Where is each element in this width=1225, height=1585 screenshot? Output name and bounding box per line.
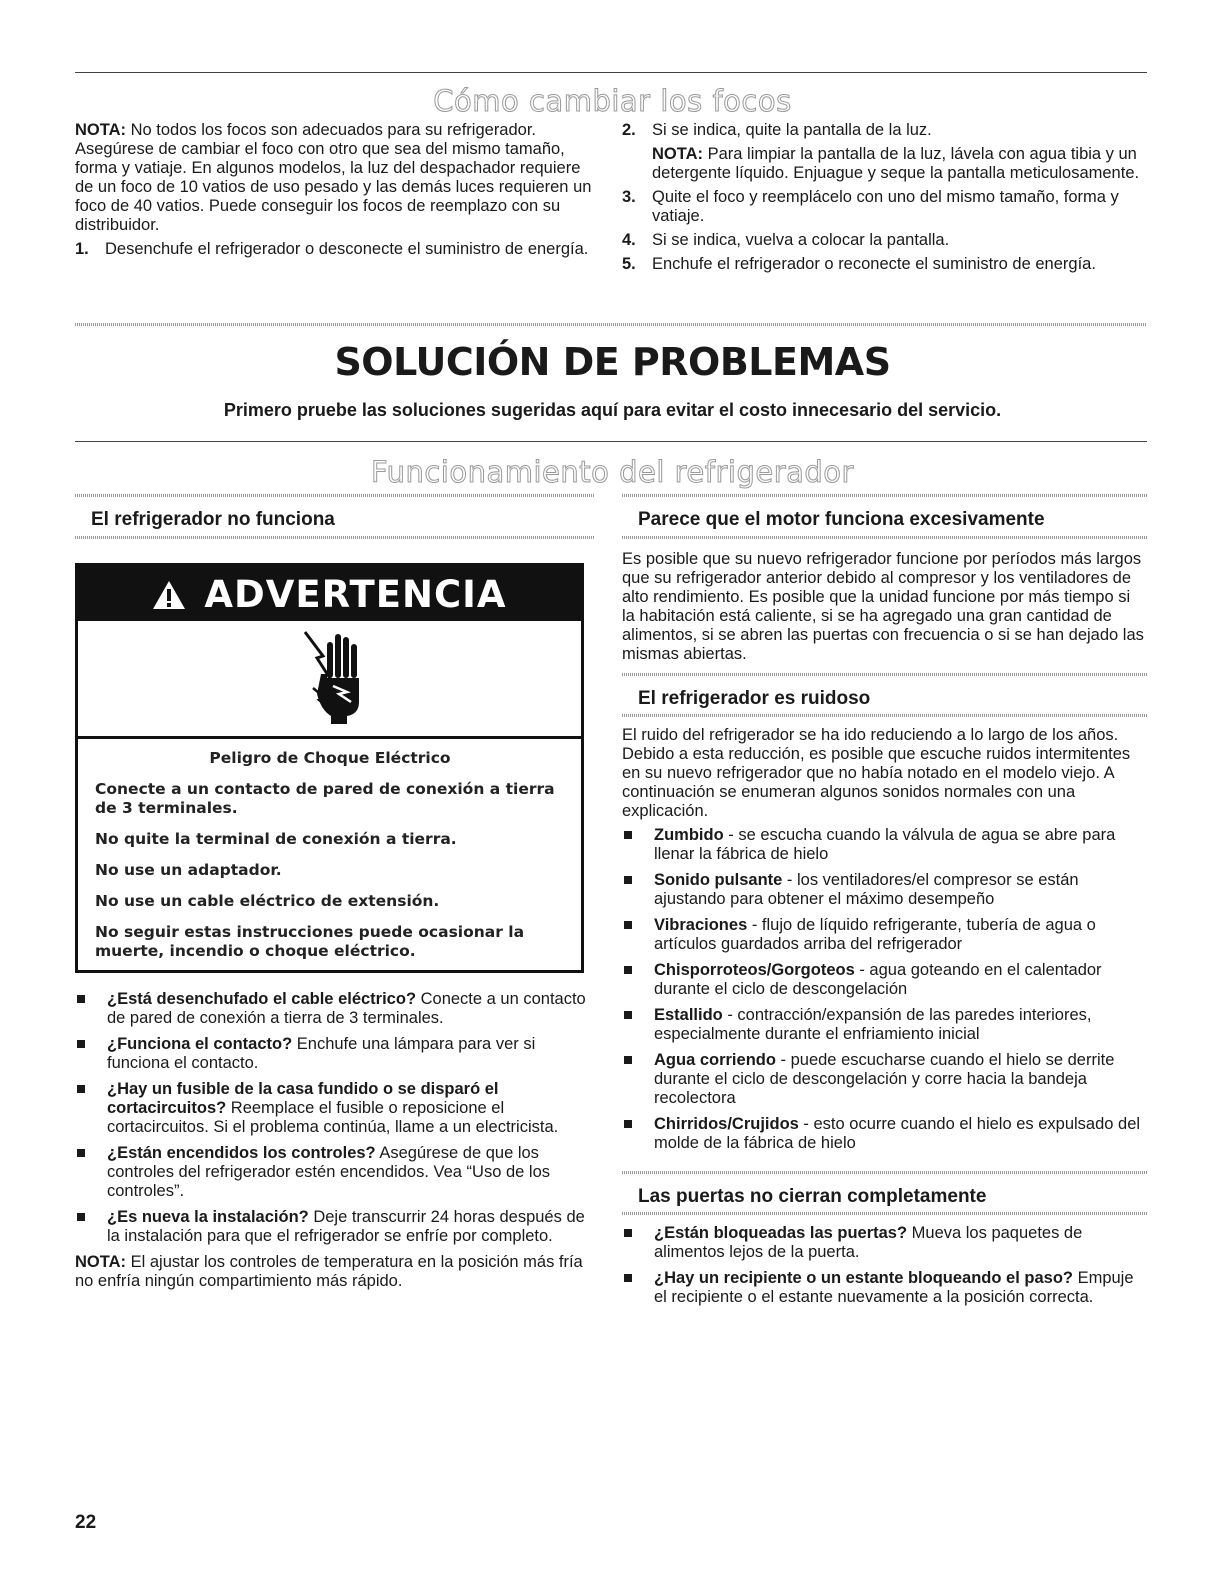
bullet-icon (622, 1051, 654, 1108)
bulb-step-3 (622, 188, 1147, 226)
bullet-icon (622, 826, 654, 864)
item-desc: - flujo de líquido refrigerante, tubería de agua o artículos guardados arriba del refrigerador (654, 916, 1096, 953)
list-item (622, 1006, 1147, 1044)
note-label: NOTA: (652, 145, 704, 163)
list-item (75, 1208, 590, 1246)
item-answer: Mueva los paquetes de alimentos lejos de la puerta. (654, 1224, 1083, 1261)
noisy-content (622, 726, 1147, 1160)
hatch-right-4 (622, 714, 1147, 717)
list-item (75, 1080, 590, 1137)
item-question: ¿Están bloqueadas las puertas? (654, 1224, 908, 1242)
top-rule (75, 72, 1147, 73)
warning-line: No seguir estas instrucciones puede ocasionar la muerte, incendio o choque eléctrico. (95, 923, 525, 960)
bulb-note (75, 121, 595, 235)
list-item (622, 1115, 1147, 1153)
step-number: 1. (75, 240, 89, 258)
item-question: ¿Está desenchufado el cable eléctrico? (107, 990, 417, 1008)
step-number: 4. (622, 231, 636, 249)
page-number: 22 (75, 1512, 97, 1533)
item-question: ¿Hay un recipiente o un estante bloqueando el paso? (654, 1269, 1073, 1287)
operation-section-title: Funcionamiento del refrigerador (371, 455, 854, 489)
page-title: SOLUCIÓN DE PROBLEMAS (334, 340, 891, 384)
not-running-note (75, 1253, 590, 1291)
motor-text: Es posible que su nuevo refrigerador funcione por períodos más largos que su refrigerador anterior debido al compresor y los ventiladores de alto rendimiento. Es posible que la unidad funcione por más tiempo si la habitación está caliente, si se ha agregado una gran cantidad de alimentos, si se abren las puertas con frecuencia o si se han dejado las mismas abiertas. (622, 550, 1144, 663)
warning-header (78, 566, 581, 621)
bulb-section-title: Cómo cambiar los focos (433, 84, 792, 118)
list-item (622, 1269, 1147, 1307)
step-number: 5. (622, 255, 636, 273)
item-desc: - se escucha cuando la válvula de agua se abre para llenar la fábrica de hielo (654, 826, 1116, 863)
item-term: Vibraciones (654, 916, 748, 934)
page-subtitle: Primero pruebe las soluciones sugeridas aquí para evitar el costo innecesario del servicio. (223, 400, 1002, 420)
step2-note (652, 145, 1147, 183)
item-term: Sonido pulsante (654, 871, 783, 889)
hatch-right-5 (622, 1171, 1147, 1174)
item-question: ¿Es nueva la instalación? (107, 1208, 309, 1226)
note-text: El ajustar los controles de temperatura en la posición más fría no enfría ningún compartimiento más rápido. (75, 1253, 583, 1290)
bullet-icon (622, 1115, 654, 1153)
not-running-heading: El refrigerador no funciona (91, 509, 335, 530)
item-desc: - agua goteando en el calentador durante el ciclo de descongelación (654, 961, 1102, 998)
step-text: Enchufe el refrigerador o reconecte el suministro de energía. (652, 255, 1096, 273)
list-item (75, 1144, 590, 1201)
note-label: NOTA: (75, 1253, 127, 1271)
list-item (622, 871, 1147, 909)
list-item (622, 826, 1147, 864)
item-desc: - contracción/expansión de las paredes interiores, especialmente durante el enfriamiento inicial (654, 1006, 1092, 1043)
warning-text (95, 749, 565, 973)
item-term: Estallido (654, 1006, 723, 1024)
list-item (75, 990, 590, 1028)
step-text: Desenchufe el refrigerador o desconecte el suministro de energía. (105, 240, 589, 258)
warning-header-text: ADVERTENCIA (204, 573, 507, 616)
bullet-icon (75, 1208, 107, 1246)
bulb-left-column (75, 121, 595, 264)
hatch-left-bottom (75, 536, 595, 539)
bullet-icon (622, 1224, 654, 1262)
warning-box (75, 563, 584, 973)
bulb-right-column (622, 121, 1147, 279)
warning-line: No use un adaptador. (95, 861, 282, 879)
bulb-step-4 (622, 231, 1147, 250)
item-desc: - los ventiladores/el compresor se están ajustando para obtener el máximo desempeño (654, 871, 1079, 908)
bullet-icon (622, 871, 654, 909)
item-answer: Asegúrese de que los controles del refrigerador estén encendidos. Vea “Uso de los controles”. (107, 1144, 551, 1200)
warning-line: Conecte a un contacto de pared de conexión a tierra de 3 terminales. (95, 780, 555, 817)
note-text: Para limpiar la pantalla de la luz, lávela con agua tibia y un detergente líquido. Enjuague y seque la pantalla meticulosamente. (652, 145, 1140, 182)
bulb-step-1 (75, 240, 595, 259)
item-term: Chisporroteos/Gorgoteos (654, 961, 855, 979)
list-item (75, 1035, 590, 1073)
item-answer: Conecte a un contacto de pared de conexión a tierra de 3 terminales. (107, 990, 586, 1027)
bullet-icon (622, 1006, 654, 1044)
item-answer: Enchufe una lámpara para ver si funciona el contacto. (107, 1035, 536, 1072)
not-running-list (75, 990, 590, 1296)
bulb-step-5 (622, 255, 1147, 274)
list-item (622, 1224, 1147, 1262)
bullet-icon (622, 916, 654, 954)
section-separator (75, 323, 1147, 326)
item-desc: - esto ocurre cuando el hielo es expulsado del molde de la fábrica de hielo (654, 1115, 1141, 1152)
step-text: Si se indica, quite la pantalla de la luz. (652, 121, 932, 139)
item-question: ¿Hay un fusible de la casa fundido o se disparó el cortacircuitos? (107, 1080, 499, 1117)
motor-heading: Parece que el motor funciona excesivamente (638, 509, 1045, 530)
note-text: No todos los focos son adecuados para su refrigerador. Asegúrese de cambiar el foco con otro que sea del mismo tamaño, forma y vatiaje. En algunos modelos, la luz del despachador requiere de un foco de 10 vatios de uso pesado y las demás luces requieren un foco de 40 vatios. Puede conseguir los focos de reemplazo con su distribuidor. (75, 121, 592, 234)
electric-shock-hand-icon (303, 628, 368, 733)
list-item (622, 1051, 1147, 1108)
item-answer: Empuje el recipiente o el estante nuevamente a la posición correcta. (654, 1269, 1134, 1306)
item-question: ¿Funciona el contacto? (107, 1035, 293, 1053)
item-answer: Reemplace el fusible o reposicione el cortacircuitos. Si el problema continúa, llame a un electricista. (107, 1099, 559, 1136)
item-term: Agua corriendo (654, 1051, 776, 1069)
bullet-icon (75, 990, 107, 1028)
mid-rule (75, 441, 1147, 442)
item-desc: - puede escucharse cuando el hielo se derrite durante el ciclo de descongelación y corre hacia la bandeja recolectora (654, 1051, 1115, 1107)
hatch-right-3 (622, 673, 1147, 676)
bullet-icon (622, 1269, 654, 1307)
hatch-right-6 (622, 1212, 1147, 1215)
item-question: ¿Están encendidos los controles? (107, 1144, 376, 1162)
step-number: 2. (622, 121, 636, 139)
bulb-step-2 (622, 121, 1147, 183)
step-text: Quite el foco y reemplácelo con uno del mismo tamaño, forma y vatiaje. (652, 188, 1119, 225)
item-term: Zumbido (654, 826, 724, 844)
noisy-heading: El refrigerador es ruidoso (638, 688, 871, 709)
hatch-right-2 (622, 536, 1147, 539)
warning-hazard: Peligro de Choque Eléctrico (209, 749, 451, 767)
item-term: Chirridos/Crujidos (654, 1115, 799, 1133)
doors-list (622, 1224, 1147, 1314)
warning-line: No quite la terminal de conexión a tierra. (95, 830, 457, 848)
step-number: 3. (622, 188, 636, 206)
hatch-right-1 (622, 494, 1147, 497)
item-answer: Deje transcurrir 24 horas después de la instalación para que el refrigerador se enfríe por completo. (107, 1208, 585, 1245)
warning-divider (78, 736, 581, 739)
list-item (622, 916, 1147, 954)
bullet-icon (75, 1035, 107, 1073)
warning-line: No use un cable eléctrico de extensión. (95, 892, 440, 910)
bullet-icon (75, 1144, 107, 1201)
hatch-left-top (75, 494, 595, 497)
note-label: NOTA: (75, 121, 127, 139)
step-text: Si se indica, vuelva a colocar la pantalla. (652, 231, 950, 249)
warning-triangle-icon (152, 573, 204, 616)
doors-heading: Las puertas no cierran completamente (638, 1186, 987, 1207)
bullet-icon (622, 961, 654, 999)
noisy-text: El ruido del refrigerador se ha ido reduciendo a lo largo de los años. Debido a esta reducción, es posible que escuche ruidos intermitentes en su nuevo refrigerador que no había notado en el modelo viejo. A continuación se enumeran algunos sonidos normales con una explicación. (622, 726, 1131, 820)
bullet-icon (75, 1080, 107, 1137)
list-item (622, 961, 1147, 999)
